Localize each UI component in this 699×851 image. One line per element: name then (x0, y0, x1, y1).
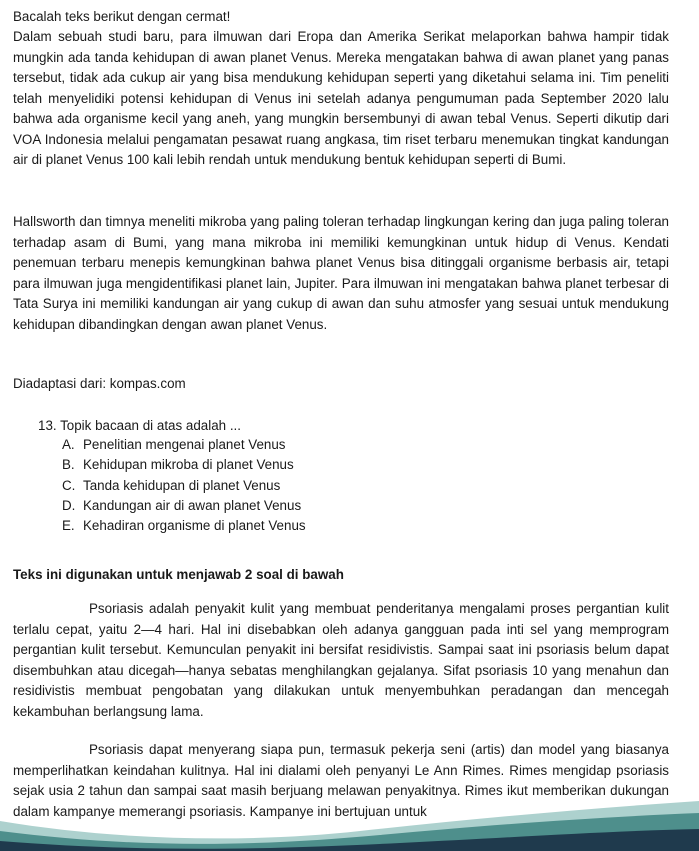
option-letter: C. (62, 477, 76, 493)
option-text: Kandungan air di awan planet Venus (83, 497, 302, 513)
option-letter: E. (62, 518, 75, 534)
footer-wave-decoration (0, 791, 699, 851)
passage2-paragraph2: Psoriasis dapat menyerang siapa pun, termasuk pekerja seni (artis) dan model yang biasanya memperlihatkan keindahan kulitnya. Hal ini dialami oleh penyanyi Le Ann Rimes. Rimes mengidap psoriasis sejak usia 2 tahun dan sampai saat masih berjuang melawan penyakitnya. Rimes ikut memberikan dukungan dalam kampanye memerangi psoriasis. Kampanye ini bertujuan untuk (13, 742, 669, 819)
option-letter: D. (62, 497, 76, 513)
option-text: Kehadiran organisme di planet Venus (83, 518, 306, 534)
passage2-paragraph1: Psoriasis adalah penyakit kulit yang membuat penderitanya mengalami proses pergantian kulit terlalu cepat, yaitu 2—4 hari. Hal ini disebabkan oleh adanya gangguan pada inti sel yang memprogram pergantian kulit tersebut. Kemunculan penyakit ini bersifat residivistis. Sampai saat ini psoriasis belum dapat disembuhkan atau dicegah—hanya sebatas menghilangkan gejalanya. Sifat psoriasis 10 yang menahun dan residivistis membuat pengobatan yang dilakukan untuk menyembuhkan peradangan dan mencegah kekambuhan berlangsung lama. (13, 601, 669, 719)
option-c[interactable] (62, 476, 306, 496)
source-citation: Diadaptasi dari: kompas.com (13, 376, 186, 391)
answer-options (62, 435, 306, 536)
option-e[interactable] (62, 516, 306, 536)
passage1-paragraph2: Hallsworth dan timnya meneliti mikroba yang paling toleran terhadap lingkungan kering dan juga paling toleran terhadap asam di Bumi, yang mana mikroba ini memiliki kemungkinan untuk hidup di Venus. Kendati penemuan terbaru menepis kemungkinan bahwa planet Venus bisa ditinggali organisme berbasis air, tetapi para ilmuwan juga mengidentifikasi planet lain, Jupiter. Para ilmuwan ini mengatakan bahwa planet terbesar di Tata Surya ini memiliki kandungan air yang cukup di awan dan suhu atmosfer yang sesuai untuk mendukung kehidupan dibandingkan dengan awan planet Venus. (13, 214, 669, 332)
question-13: 13. Topik bacaan di atas adalah ... (38, 418, 241, 433)
option-letter: A. (62, 437, 75, 452)
option-d[interactable] (62, 496, 306, 516)
option-a[interactable] (62, 435, 306, 455)
option-letter: B. (62, 457, 75, 473)
instruction-text: Bacalah teks berikut dengan cermat! (13, 9, 231, 24)
passage1-paragraph1: Dalam sebuah studi baru, para ilmuwan dari Eropa dan Amerika Serikat melaporkan bahwa hampir tidak mungkin ada tanda kehidupan di awan planet Venus. Mereka mengatakan bahwa di awan planet yang panas tersebut, tidak ada cukup air yang bisa mendukung kehidupan seperti yang diketahui selama ini. Tim peneliti telah menyelidiki potensi kehidupan di Venus ini setelah adanya pengumuman pada September 2020 lalu bahwa ada organisme kecil yang aneh, yang mungkin bersembunyi di awan tebal Venus. Seperti dikutip dari VOA Indonesia melalui pengamatan pesawat ruang angkasa, tim riset terbaru menemukan tingkat kandungan air di planet Venus 100 kali lebih rendah untuk mendukung bentuk kehidupan seperti di Bumi. (13, 29, 669, 167)
option-text: Penelitian mengenai planet Venus (83, 437, 286, 452)
option-text: Kehidupan mikroba di planet Venus (83, 457, 294, 473)
option-b[interactable] (62, 455, 306, 475)
passage2-heading: Teks ini digunakan untuk menjawab 2 soal di bawah (13, 567, 344, 582)
option-text: Tanda kehidupan di planet Venus (83, 477, 281, 493)
